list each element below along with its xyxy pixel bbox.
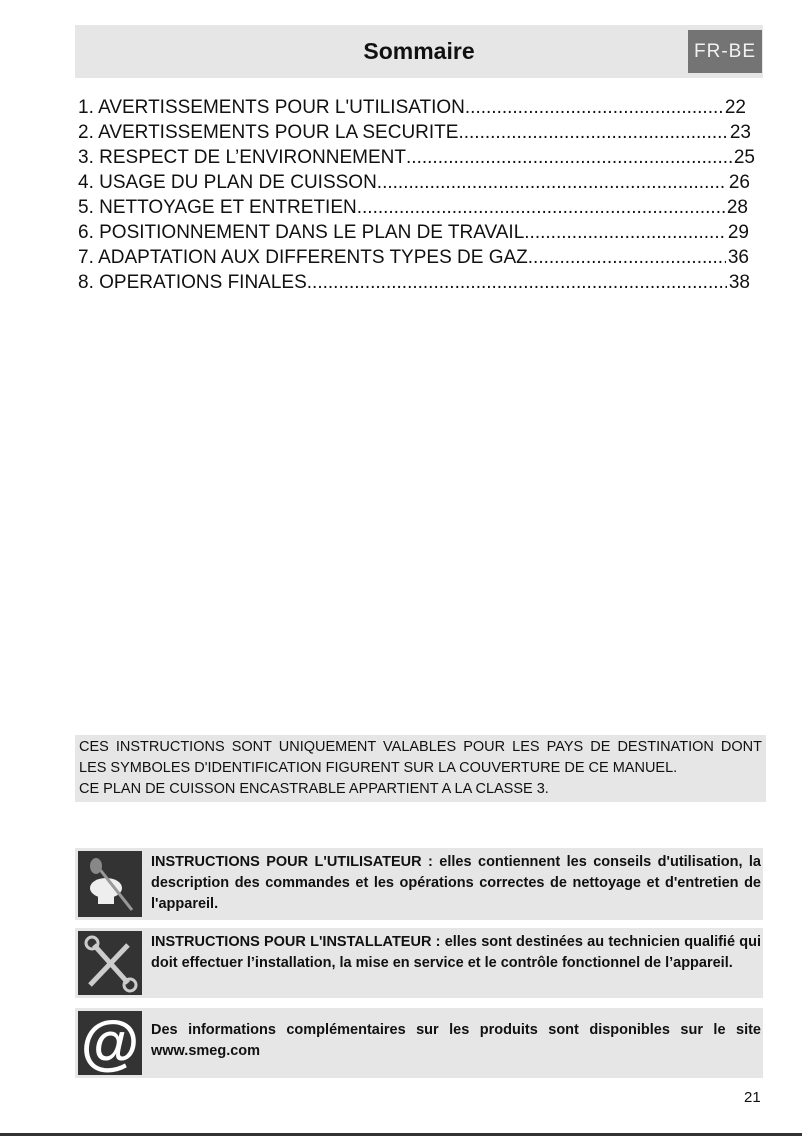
toc-entry[interactable]: [78, 170, 750, 195]
web-info-text: Des informations complémentaires sur les produits sont disponibles sur le site www.smeg.com: [151, 1022, 761, 1059]
table-of-contents: [78, 95, 758, 295]
validity-notice: [75, 735, 766, 802]
tools-icon: [78, 931, 142, 995]
web-info-box: [75, 1008, 763, 1078]
toc-entry[interactable]: [78, 220, 749, 245]
toc-entry[interactable]: [78, 145, 755, 170]
dot-leader: [528, 245, 726, 270]
toc-title: 7. ADAPTATION AUX DIFFERENTS TYPES DE GAZ: [78, 247, 528, 268]
toc-title: 2. AVERTISSEMENTS POUR LA SECURITE: [78, 122, 459, 143]
dot-leader: [377, 170, 727, 195]
dot-leader: [307, 270, 727, 295]
toc-title: 8. OPERATIONS FINALES: [78, 272, 307, 293]
notice-line-1: CES INSTRUCTIONS SONT UNIQUEMENT VALABLES POUR LES PAYS DE DESTINATION DONT LES SYMBOLES D'IDENTIFICATION FIGURENT SUR LA COUVERTURE DE CE MANUEL.: [79, 739, 762, 776]
page-title: Sommaire: [363, 38, 475, 64]
installer-instructions-text: INSTRUCTIONS POUR L'INSTALLATEUR : elles sont destinées au technicien qualifié qui doit effectuer l’installation, la mise en service et le contrôle fonctionnel de l’appareil.: [151, 934, 761, 971]
toc-entry[interactable]: [78, 245, 749, 270]
toc-page: 25: [733, 147, 755, 168]
toc-page: 38: [728, 272, 750, 293]
at-icon: @: [78, 1011, 142, 1075]
toc-page: 22: [724, 97, 746, 118]
installer-instructions-box: [75, 928, 763, 998]
dot-leader: [524, 220, 726, 245]
user-instructions-text: INSTRUCTIONS POUR L'UTILISATEUR : elles contiennent les conseils d'utilisation, la description des commandes et les opérations correctes de nettoyage et d'entretien de l'appareil.: [151, 854, 761, 912]
dot-leader: [465, 95, 723, 120]
toc-title: 5. NETTOYAGE ET ENTRETIEN: [78, 197, 357, 218]
dot-leader: [458, 120, 727, 145]
notice-line-2: CE PLAN DE CUISSON ENCASTRABLE APPARTIENT A LA CLASSE 3.: [79, 781, 549, 797]
chef-icon: [78, 851, 142, 917]
toc-title: 6. POSITIONNEMENT DANS LE PLAN DE TRAVAIL: [78, 222, 525, 243]
toc-page: 28: [726, 197, 748, 218]
toc-page: 36: [727, 247, 749, 268]
header-bar: [75, 25, 763, 78]
toc-entry[interactable]: [78, 120, 751, 145]
page-number: 21: [744, 1089, 761, 1106]
toc-title: 3. RESPECT DE L’ENVIRONNEMENT: [78, 147, 407, 168]
toc-entry[interactable]: [78, 270, 750, 295]
toc-entry[interactable]: [78, 195, 748, 220]
toc-title: 1. AVERTISSEMENTS POUR L'UTILISATION: [78, 97, 465, 118]
user-instructions-box: [75, 848, 763, 920]
toc-entry[interactable]: [78, 95, 746, 120]
language-badge: FR-BE: [688, 30, 762, 73]
toc-page: 26: [728, 172, 750, 193]
toc-page: 29: [727, 222, 749, 243]
toc-title: 4. USAGE DU PLAN DE CUISSON: [78, 172, 377, 193]
toc-page: 23: [729, 122, 751, 143]
dot-leader: [406, 145, 732, 170]
dot-leader: [357, 195, 725, 220]
